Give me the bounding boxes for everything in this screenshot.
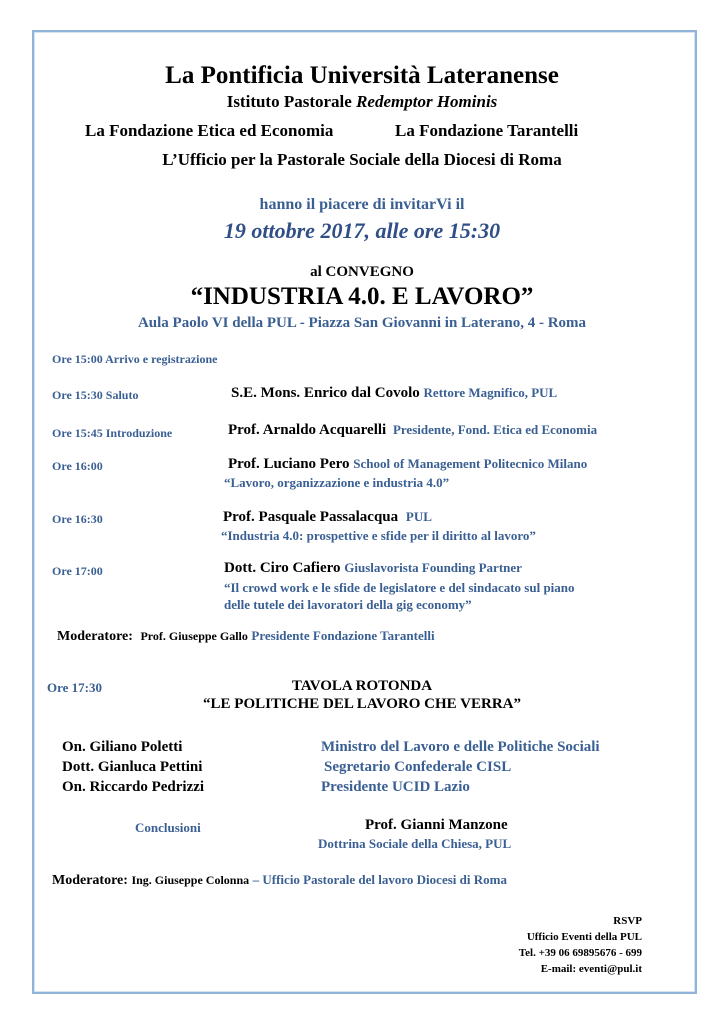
event-label: al CONVEGNO [310,264,414,280]
program-role: Presidente, Fond. Etica ed Economia [392,422,598,437]
program-speaker: Prof. Pasquale Passalacqua [223,509,399,525]
program-speaker-line [223,509,432,526]
institute-line [0,92,724,112]
program-role: PUL [405,509,432,524]
panelist-role: Presidente UCID Lazio [321,779,470,795]
foundation-tarantelli: La Fondazione Tarantelli [395,121,579,140]
moderator-line [52,872,507,889]
program-speaker: Prof. Arnaldo Acquarelli [228,422,387,438]
moderator-role: Presidente Fondazione Tarantelli [251,628,435,643]
conclusions-speaker: Prof. Gianni Manzone [365,817,508,833]
moderator-line [57,628,435,645]
panelist-name: On. Riccardo Pedrizzi [62,779,205,795]
program-talk: delle tutele dei lavoratori della gig economy” [224,597,472,612]
program-time: Ore 17:00 [52,564,103,578]
round-table-label: TAVOLA ROTONDA [291,678,433,694]
conclusions-label: Conclusioni [135,820,201,835]
program-talk: “Industria 4.0: prospettive e sfide per il diritto al lavoro” [221,528,536,543]
program-time: Ore 15:45 Introduzione [52,426,173,440]
program-speaker: Dott. Ciro Cafiero [224,560,341,576]
program-role: Giuslavorista Founding Partner [344,560,522,575]
foundation-etica: La Fondazione Etica ed Economia [85,121,334,140]
event-date: 19 ottobre 2017, alle ore 15:30 [223,218,501,243]
university-title: La Pontificia Università Lateranense [165,62,559,89]
rsvp-phone: Tel. +39 06 69895676 - 699 [518,947,642,959]
panelist-role: Segretario Confederale CISL [324,759,512,775]
program-speaker: S.E. Mons. Enrico dal Covolo [231,385,420,401]
program-time: Ore 15:30 Saluto [52,388,139,402]
institute-name: Redemptor Hominis [356,92,498,111]
program-speaker: Prof. Luciano Pero [228,456,350,472]
rsvp-label: RSVP [613,915,642,927]
moderator-label: Moderatore: [57,629,133,644]
moderator-name: Prof. Giuseppe Gallo [140,629,248,643]
moderator-label: Moderatore: [52,873,128,888]
program-role: Rettore Magnifico, PUL [423,385,558,400]
program-speaker-line [224,560,522,577]
panelist-name: On. Giliano Poletti [62,739,183,755]
rsvp-block [519,913,642,977]
program-arrival: Ore 15:00 Arrivo e registrazione [52,352,218,366]
rsvp-office: Ufficio Eventi della PUL [526,931,642,943]
office-line: L’Ufficio per la Pastorale Sociale della Diocesi di Roma [162,150,562,169]
round-table-time: Ore 17:30 [47,680,102,695]
rsvp-email[interactable]: E-mail: eventi@pul.it [540,963,642,975]
event-venue: Aula Paolo VI della PUL - Piazza San Giovanni in Laterano, 4 - Roma [137,315,587,331]
program-speaker-line [231,385,557,402]
program-speaker-line [228,422,597,439]
program-talk: “Il crowd work e le sfide de legislatore e del sindacato sul piano [224,580,575,595]
program-speaker-line [228,456,587,473]
conclusions-role: Dottrina Sociale della Chiesa, PUL [318,836,512,851]
moderator-name: Ing. Giuseppe Colonna [131,873,250,887]
institute-prefix: Istituto Pastorale [226,92,352,111]
program-time: Ore 16:30 [52,512,103,526]
program-role: School of Management Politecnico Milano [353,456,588,471]
round-table-title: “LE POLITICHE DEL LAVORO CHE VERRA” [203,696,521,712]
program-talk: “Lavoro, organizzazione e industria 4.0” [224,475,450,490]
panelist-role: Ministro del Lavoro e delle Politiche Sociali [321,739,600,755]
moderator-role: – Ufficio Pastorale del lavoro Diocesi di Roma [252,872,507,887]
program-time: Ore 16:00 [52,459,103,473]
event-title: “INDUSTRIA 4.0. E LAVORO” [190,283,534,310]
panelist-name: Dott. Gianluca Pettini [62,759,203,775]
invite-line: hanno il piacere di invitarVi il [259,196,465,213]
